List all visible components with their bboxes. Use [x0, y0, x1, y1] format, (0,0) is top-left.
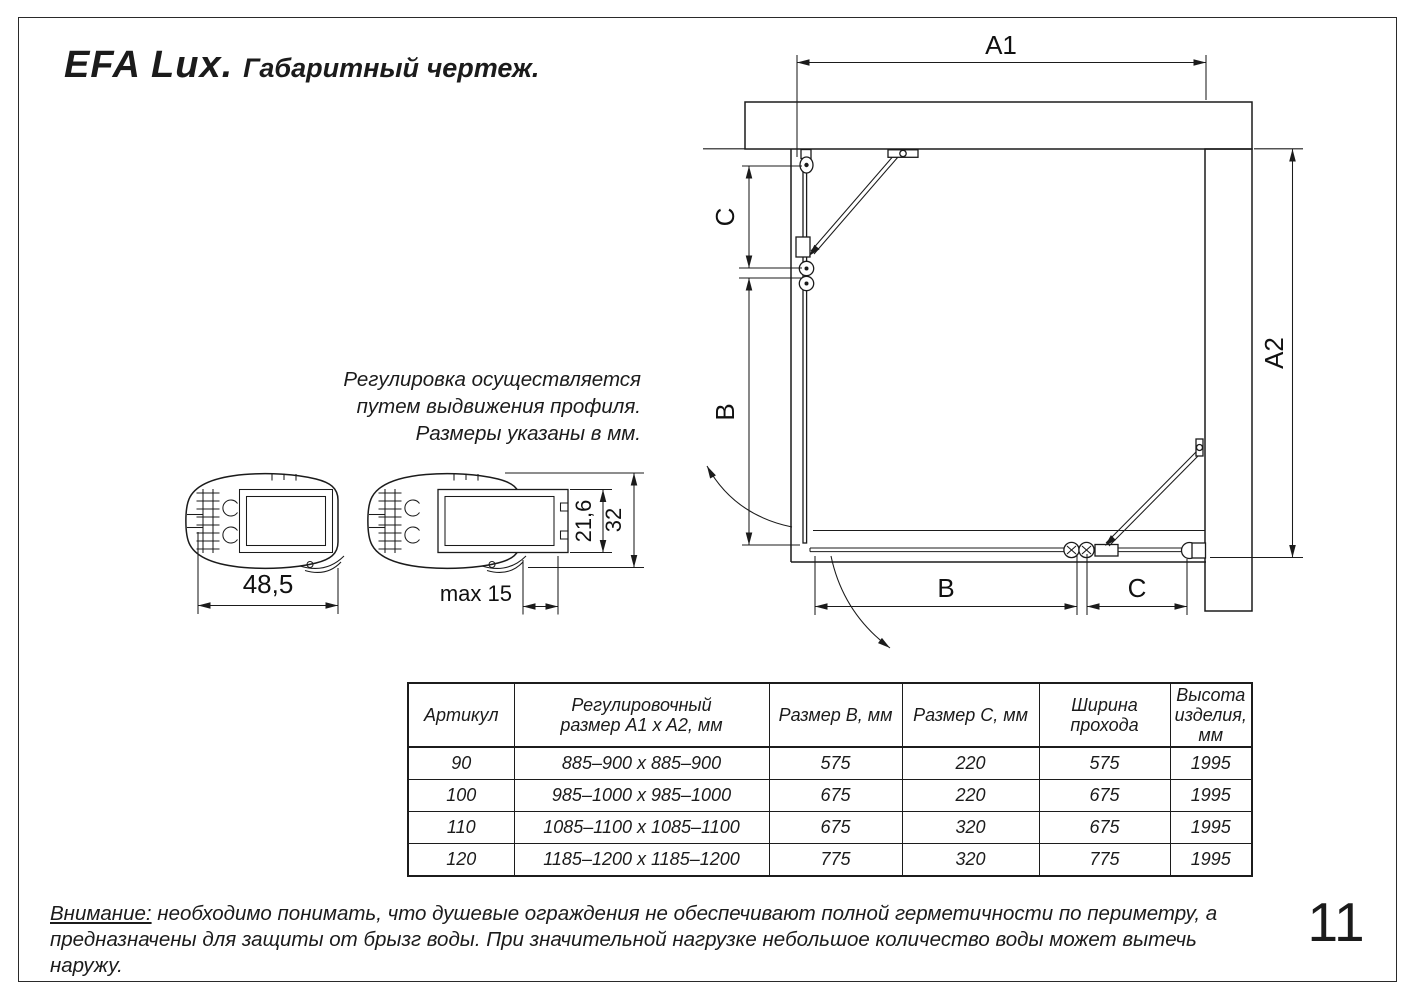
enclosure-top-view — [703, 30, 1303, 648]
dimension-c-bottom — [1087, 559, 1187, 615]
note-line: Регулировка осуществляется — [343, 368, 641, 391]
spec-cell: 1185–1200 x 1185–1200 — [514, 844, 769, 877]
spec-row — [408, 844, 1252, 877]
spec-cell: 320 — [902, 812, 1039, 844]
dim-label-48-5: 48,5 — [242, 569, 294, 599]
dim-label-a1: A1 — [985, 30, 1017, 60]
spec-cell: 675 — [769, 812, 902, 844]
spec-cell: 120 — [408, 844, 514, 877]
spec-cell: 675 — [1039, 780, 1170, 812]
spec-cell: 575 — [1039, 747, 1170, 780]
note-line: путем выдвижения профиля. — [356, 395, 641, 418]
title-product-name: EFA Lux. — [64, 44, 234, 86]
wall-right — [1205, 149, 1252, 611]
support-bar-top — [809, 150, 918, 256]
profile-oval-body — [186, 474, 338, 569]
title-drawing-type: Габаритный чертеж. — [243, 53, 540, 83]
dimension-b-bottom — [815, 554, 1087, 615]
dim-label-max15: max 15 — [439, 581, 512, 606]
column-header-article: Артикул — [408, 683, 514, 747]
spec-cell: 1995 — [1170, 780, 1252, 812]
spec-cell: 100 — [408, 780, 514, 812]
dim-label-32: 32 — [601, 507, 626, 533]
profile-cross-sections — [186, 473, 644, 615]
warning-note — [50, 901, 1235, 979]
spec-cell: 985–1000 x 985–1000 — [514, 780, 769, 812]
profile-extended-section — [438, 490, 568, 573]
spec-cell: 775 — [769, 844, 902, 877]
spec-cell: 220 — [902, 747, 1039, 780]
note-line: Размеры указаны в мм. — [415, 422, 641, 445]
spec-cell: 320 — [902, 844, 1039, 877]
spec-row — [408, 812, 1252, 844]
door-panel-left — [796, 150, 814, 544]
column-header-adjust-size: Регулировочный размер A1 x A2, мм — [514, 683, 769, 747]
dim-label-a2: A2 — [1259, 337, 1289, 369]
spec-cell: 675 — [1039, 812, 1170, 844]
spec-cell: 885–900 x 885–900 — [514, 747, 769, 780]
dimension-a2 — [1210, 149, 1303, 558]
spec-cell: 90 — [408, 747, 514, 780]
spec-cell: 110 — [408, 812, 514, 844]
spec-cell: 1995 — [1170, 747, 1252, 780]
spec-cell: 1995 — [1170, 812, 1252, 844]
spec-cell: 575 — [769, 747, 902, 780]
dimension-profile-width — [198, 532, 338, 614]
profile-wall-section — [240, 490, 345, 573]
column-header-size-b: Размер B, мм — [769, 683, 902, 747]
dimension-max-extension — [440, 556, 558, 615]
warning-text: необходимо понимать, что душевые ограждения не обеспечивают полной герметичности по периметру, а предназначены для защиты от брызг воды. При значительной нагрузке небольшое количество воды может вытечь наружу. — [50, 902, 1218, 977]
warning-label: Внимание: — [50, 902, 152, 925]
spec-cell: 1085–1100 x 1085–1100 — [514, 812, 769, 844]
dimension-a1 — [797, 30, 1206, 157]
dim-label-c-bottom: C — [1127, 573, 1147, 603]
dim-label-21-6: 21,6 — [571, 499, 596, 543]
spec-row — [408, 780, 1252, 812]
page-number: 11 — [1307, 891, 1365, 953]
dim-label-b-left: B — [710, 403, 740, 421]
spec-cell: 775 — [1039, 844, 1170, 877]
spec-cell: 675 — [769, 780, 902, 812]
column-header-height: Высота изделия, мм — [1170, 683, 1252, 747]
support-bar-bottom — [1105, 439, 1203, 546]
brace-clamp — [796, 237, 810, 257]
brace-clamp — [1095, 545, 1118, 557]
spec-table — [407, 682, 1253, 877]
dimension-c-left — [710, 166, 802, 268]
door-swing-arc-bottom — [831, 556, 890, 648]
dim-label-c-left: C — [710, 207, 740, 227]
spec-cell: 220 — [902, 780, 1039, 812]
column-header-pass-width: Ширина прохода — [1039, 683, 1170, 747]
header-row — [408, 683, 1252, 747]
spec-cell: 1995 — [1170, 844, 1252, 877]
dim-label-b-bottom: B — [937, 573, 955, 603]
column-header-size-c: Размер C, мм — [902, 683, 1039, 747]
wall-top — [745, 102, 1252, 149]
dimension-b-left — [710, 278, 802, 545]
spec-row — [408, 747, 1252, 780]
fixed-panel-bottom — [810, 542, 1206, 558]
